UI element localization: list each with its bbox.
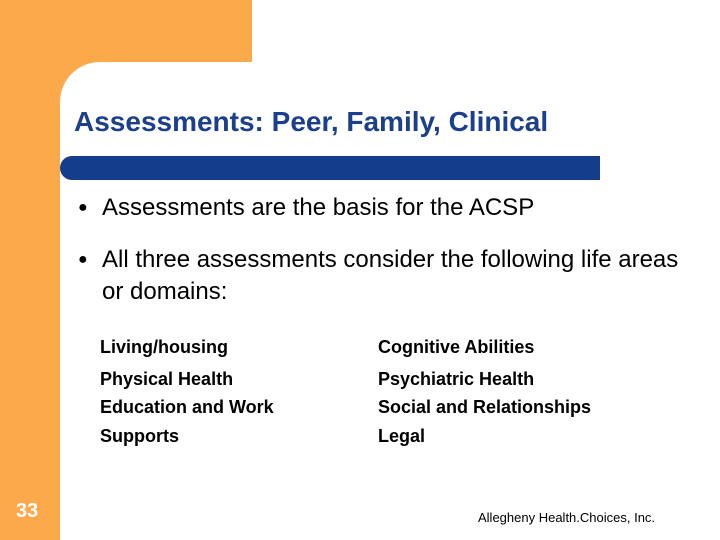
bullet-text: All three assessments consider the following life areas or domains: [102, 246, 679, 305]
bullet-dot-icon: ● [78, 251, 88, 268]
domains-list-left [100, 333, 274, 450]
footer-text: Allegheny Health.Choices, Inc. [478, 510, 656, 525]
bullet-text: Assessments are the basis for the ACSP [102, 194, 535, 221]
domain-item: Cognitive Abilities [378, 337, 535, 357]
slide-title: Assessments: Peer, Family, Clinical [74, 106, 549, 137]
slide-number: 33 [16, 500, 39, 522]
domain-item: Education and Work [100, 397, 274, 417]
bullet-dot-icon: ● [78, 199, 88, 216]
domain-item: Social and Relationships [378, 397, 592, 417]
domains-list-right [378, 333, 591, 450]
domain-item: Psychiatric Health [378, 368, 535, 389]
domain-item: Physical Health [100, 368, 234, 389]
domain-item: Supports [100, 425, 179, 446]
domain-item: Legal [378, 425, 426, 446]
domain-item: Living/housing [100, 337, 228, 357]
title-underline-bar [60, 156, 600, 180]
